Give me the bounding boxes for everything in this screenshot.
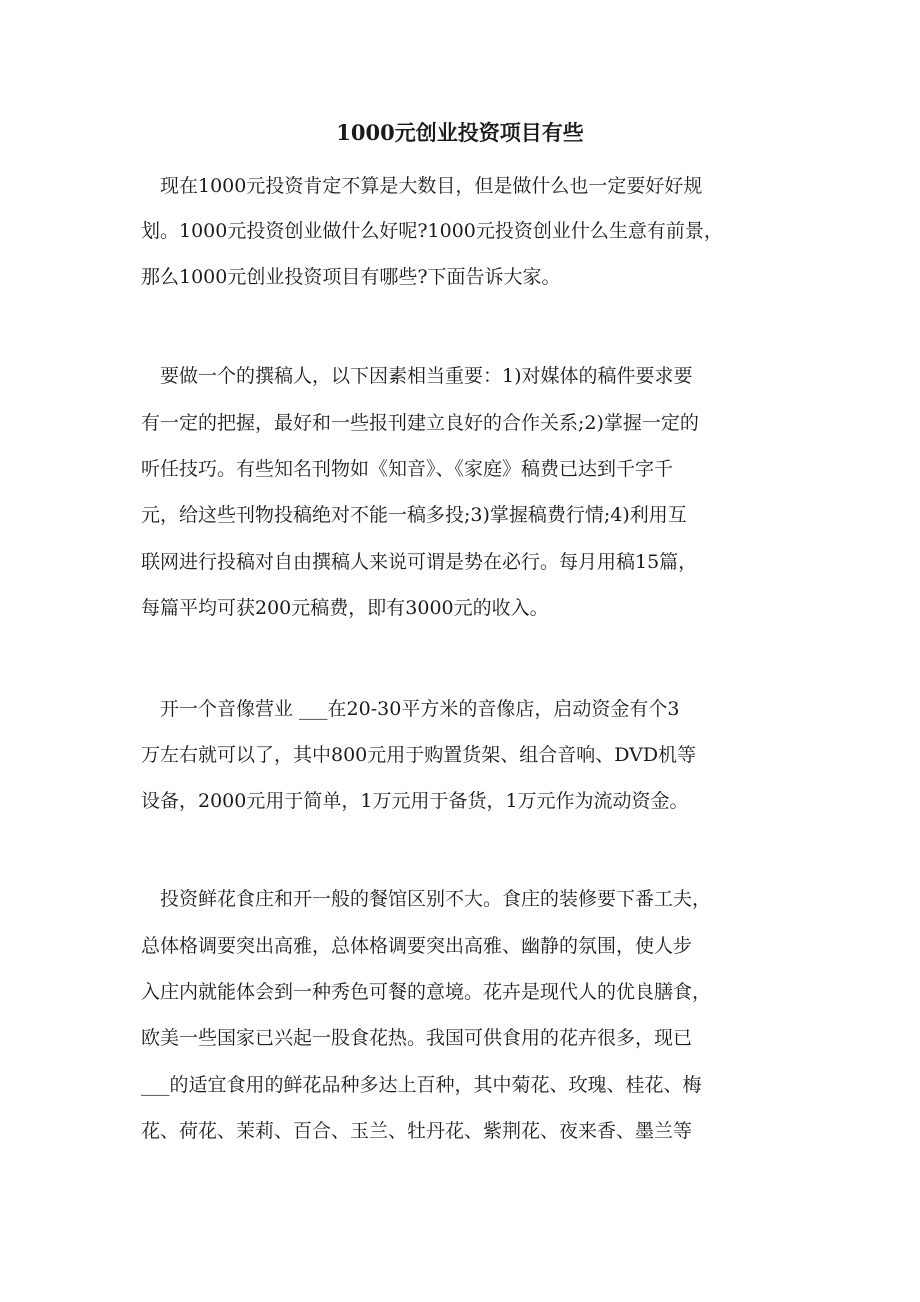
paragraph-2-line-6: 每篇平均可获200元稿费，即有3000元的收入。: [141, 597, 549, 619]
paragraph-2-line-5: 联网进行投稿对自由撰稿人来说可谓是势在必行。每月用稿15篇，: [141, 551, 698, 573]
paragraph-3-line-1: 开一个音像营业 ___在20-30平方米的音像店，启动资金有个3: [141, 698, 680, 720]
paragraph-4-line-4: 欧美一些国家已兴起一股食花热。我国可供食用的花卉很多，现已: [141, 1027, 693, 1049]
document-title: 1000元创业投资项目有些: [336, 120, 584, 145]
paragraph-2-line-1: 要做一个的撰稿人，以下因素相当重要：1)对媒体的稿件要求要: [141, 365, 693, 387]
paragraph-4-line-5: ___的适宜食用的鲜花品种多达上百种，其中菊花、玫瑰、桂花、梅: [141, 1074, 702, 1096]
paragraph-3-line-2: 万左右就可以了，其中800元用于购置货架、组合音响、DVD机等: [141, 744, 697, 766]
paragraph-4-line-2: 总体格调要突出高雅，总体格调要突出高雅、幽静的氛围，使人步: [141, 935, 693, 957]
paragraph-4-line-1: 投资鲜花食庄和开一般的餐馆区别不大。食庄的装修要下番工夫，: [141, 888, 712, 910]
paragraph-1-line-3: 那么1000元创业投资项目有哪些?下面告诉大家。: [141, 266, 561, 288]
paragraph-4-line-6: 花、荷花、茉莉、百合、玉兰、牡丹花、紫荆花、夜来香、墨兰等: [141, 1120, 693, 1142]
paragraph-4-line-3: 入庄内就能体会到一种秀色可餐的意境。花卉是现代人的优良膳食，: [141, 981, 712, 1003]
paragraph-2-line-2: 有一定的把握，最好和一些报刊建立良好的合作关系;2)掌握一定的: [141, 412, 699, 434]
paragraph-2-line-4: 元，给这些刊物投稿绝对不能一稿多投;3)掌握稿费行情;4)利用互: [141, 504, 687, 526]
paragraph-2-line-3: 听任技巧。有些知名刊物如《知音》、《家庭》稿费已达到千字千: [141, 458, 674, 480]
paragraph-3-line-3: 设备，2000元用于简单，1万元用于备货，1万元作为流动资金。: [141, 790, 689, 812]
paragraph-1-line-2: 划。1000元投资创业做什么好呢?1000元投资创业什么生意有前景，: [141, 220, 723, 242]
paragraph-1-line-1: 现在1000元投资肯定不算是大数目，但是做什么也一定要好好规: [141, 175, 703, 197]
